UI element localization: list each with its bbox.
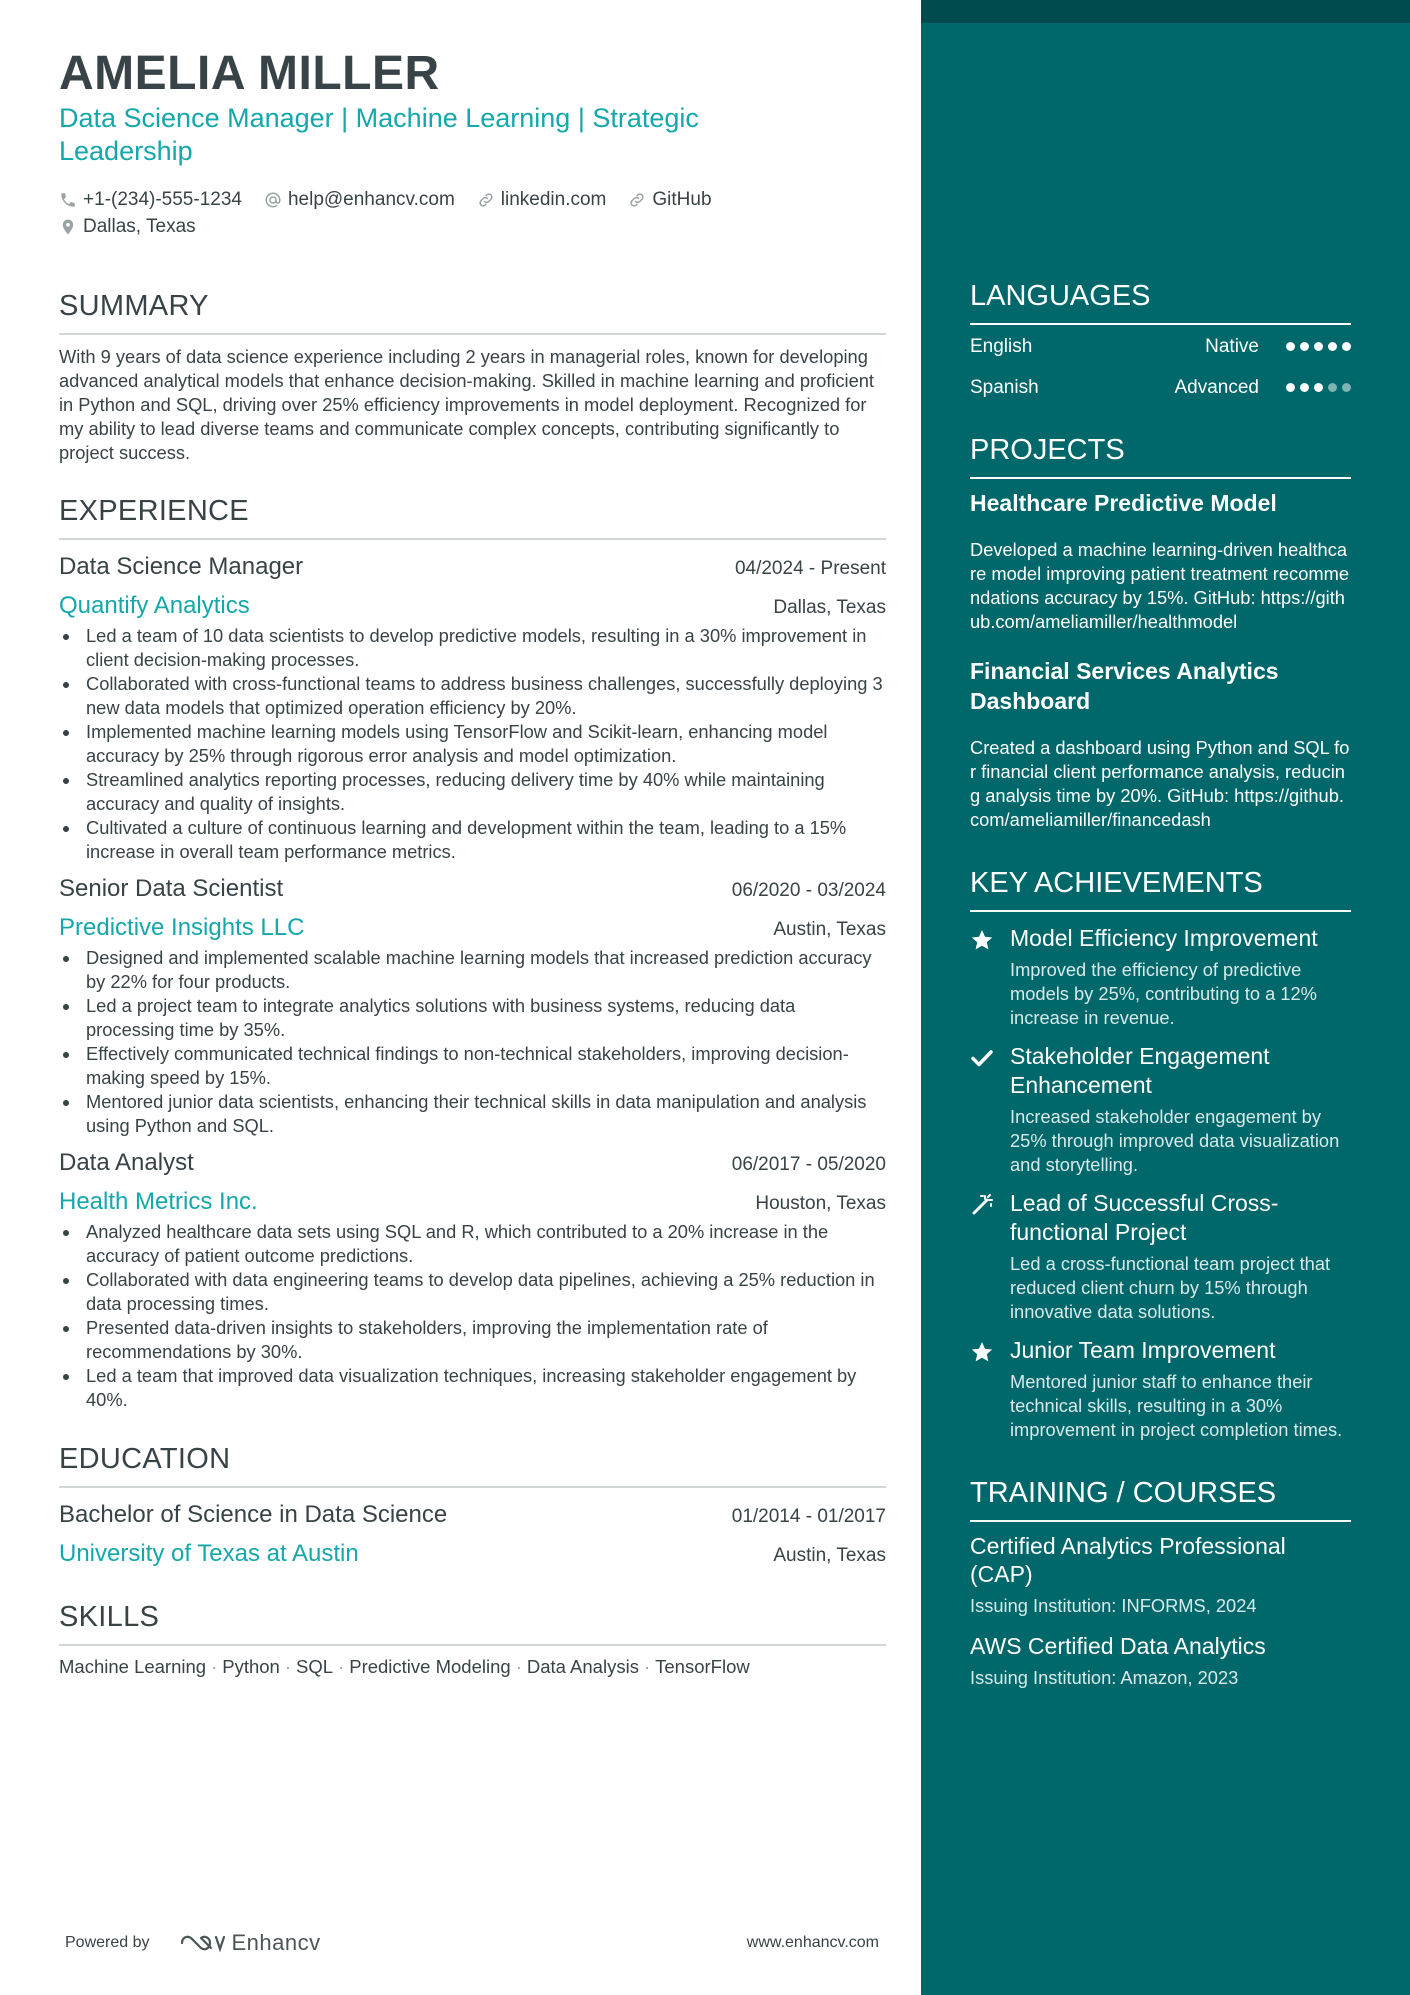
course-institution: Issuing Institution: INFORMS, 2024 bbox=[970, 1595, 1257, 1616]
achievement-item bbox=[970, 1042, 1351, 1177]
job-title: Data Science Manager bbox=[59, 553, 304, 580]
link-icon bbox=[477, 191, 495, 209]
achievement-title: Stakeholder Engagement Enhancement bbox=[1010, 1043, 1270, 1098]
achievement-title: Lead of Successful Cross-functional Project bbox=[1010, 1190, 1279, 1245]
skill-item: Python bbox=[222, 1656, 280, 1677]
rating-dot bbox=[1314, 383, 1323, 392]
linkedin-contact[interactable] bbox=[477, 189, 607, 211]
rating-dot bbox=[1328, 342, 1337, 351]
section-title-projects: PROJECTS bbox=[970, 433, 1351, 479]
footer-url[interactable]: www.enhancv.com bbox=[746, 1934, 879, 1951]
summary-text: With 9 years of data science experience including 2 years in managerial roles, known for developing advanced analytical models that enhance decision-making. Skilled in machine learning and proficient in Python and SQL, driving over 25% efficiency improvements in model deployment. Recognized for my ability to lead diverse teams and communicate complex concepts, contributing significantly to project success. bbox=[59, 346, 875, 463]
bullet-item: Collaborated with data engineering teams to develop data pipelines, achieving a 25% reduction in data processing times. bbox=[59, 1268, 886, 1316]
bullet-item: Presented data-driven insights to stakeholders, improving the implementation rate of recommendations by 30%. bbox=[59, 1316, 886, 1364]
brand-name: Enhancv bbox=[231, 1930, 321, 1955]
skills-list: Machine Learning · Python · SQL · Predictive Modeling · Data Analysis · TensorFlow bbox=[59, 1656, 750, 1677]
course-title: Certified Analytics Professional (CAP) bbox=[970, 1533, 1286, 1587]
section-title-summary: SUMMARY bbox=[59, 289, 886, 335]
project-item bbox=[970, 656, 1351, 832]
course-item bbox=[970, 1632, 1351, 1690]
achievement-text: Improved the efficiency of predictive models by 25%, contributing to a 12% increase in revenue. bbox=[1010, 959, 1317, 1028]
sidebar bbox=[921, 0, 1410, 1995]
rating-dot bbox=[1342, 342, 1351, 351]
star-icon bbox=[970, 1340, 994, 1364]
achievement-item bbox=[970, 1189, 1351, 1324]
languages-section bbox=[970, 279, 1351, 408]
education-section bbox=[59, 1442, 886, 1569]
project-item bbox=[970, 488, 1351, 634]
job-entry bbox=[59, 874, 886, 1138]
job-location: Dallas, Texas bbox=[773, 597, 886, 618]
magic-wand-icon bbox=[970, 1193, 994, 1217]
rating-dot bbox=[1314, 342, 1323, 351]
job-entry bbox=[59, 1148, 886, 1412]
bullet-item: Led a team that improved data visualization techniques, increasing stakeholder engagement by 40%. bbox=[59, 1364, 886, 1412]
achievement-text: Mentored junior staff to enhance their technical skills, resulting in a 30% improvement in project completion times. bbox=[1010, 1371, 1343, 1440]
education-dates: 01/2014 - 01/2017 bbox=[731, 1506, 886, 1527]
training-section bbox=[970, 1476, 1351, 1690]
job-entry bbox=[59, 552, 886, 864]
language-name: Spanish bbox=[970, 376, 1039, 398]
star-icon bbox=[970, 928, 994, 952]
skill-item: Data Analysis bbox=[526, 1656, 639, 1677]
location-contact bbox=[59, 216, 196, 238]
project-title: Healthcare Predictive Model bbox=[970, 490, 1277, 516]
contact-info bbox=[59, 186, 886, 240]
job-dates: 06/2017 - 05/2020 bbox=[731, 1154, 886, 1175]
language-level: Advanced bbox=[1174, 376, 1259, 398]
job-bullets bbox=[59, 946, 886, 1138]
job-company: Health Metrics Inc. bbox=[59, 1188, 258, 1215]
headline: Data Science Manager | Machine Learning | Strategic Leadership bbox=[59, 103, 699, 166]
job-dates: 06/2020 - 03/2024 bbox=[731, 880, 886, 901]
section-title-experience: EXPERIENCE bbox=[59, 494, 886, 540]
rating-dot bbox=[1286, 383, 1295, 392]
achievement-title: Model Efficiency Improvement bbox=[1010, 925, 1318, 951]
link-icon bbox=[628, 191, 646, 209]
section-title-skills: SKILLS bbox=[59, 1600, 886, 1646]
job-dates: 04/2024 - Present bbox=[734, 558, 886, 579]
bullet-item: Cultivated a culture of continuous learning and development within the team, leading to a 15% increase in overall team performance metrics. bbox=[59, 816, 886, 864]
course-institution: Issuing Institution: Amazon, 2023 bbox=[970, 1667, 1239, 1688]
bullet-item: Led a project team to integrate analytics solutions with business systems, reducing data processing time by 35%. bbox=[59, 994, 886, 1042]
school-name: University of Texas at Austin bbox=[59, 1540, 359, 1567]
rating-dot bbox=[1300, 342, 1309, 351]
bullet-item: Led a team of 10 data scientists to develop predictive models, resulting in a 30% improvement in client decision-making processes. bbox=[59, 624, 886, 672]
experience-section bbox=[59, 494, 886, 1412]
phone-icon bbox=[59, 191, 77, 209]
project-title: Financial Services Analytics Dashboard bbox=[970, 658, 1279, 714]
language-item bbox=[970, 367, 1351, 408]
projects-section bbox=[970, 433, 1351, 832]
achievement-item bbox=[970, 1336, 1351, 1442]
language-level: Native bbox=[1205, 335, 1259, 357]
education-location: Austin, Texas bbox=[773, 1545, 886, 1566]
summary-section bbox=[59, 289, 886, 465]
skill-item: Machine Learning bbox=[59, 1656, 207, 1677]
skill-item: TensorFlow bbox=[655, 1656, 750, 1677]
skill-item: SQL bbox=[296, 1656, 334, 1677]
achievement-text: Led a cross-functional team project that reduced client churn by 15% through innovative data solutions. bbox=[1010, 1253, 1331, 1322]
check-icon bbox=[970, 1046, 994, 1070]
job-company: Quantify Analytics bbox=[59, 592, 250, 619]
skills-section bbox=[59, 1600, 886, 1678]
email-contact[interactable] bbox=[264, 189, 455, 211]
achievement-item bbox=[970, 924, 1351, 1030]
powered-by-label: Powered by bbox=[65, 1934, 150, 1951]
job-title: Data Analyst bbox=[59, 1149, 194, 1176]
github-text: GitHub bbox=[652, 188, 712, 210]
project-description: Developed a machine learning-driven healthcare model improving patient treatment recommendations accuracy by 15%. GitHub: https://github.com/ameliamiller/healthmodel bbox=[970, 539, 1349, 632]
language-rating bbox=[1281, 342, 1351, 351]
achievement-title: Junior Team Improvement bbox=[1010, 1337, 1276, 1363]
rating-dot-empty bbox=[1342, 383, 1351, 392]
section-title-languages: LANGUAGES bbox=[970, 279, 1351, 325]
linkedin-text: linkedin.com bbox=[500, 188, 607, 210]
job-location: Austin, Texas bbox=[773, 919, 886, 940]
achievements-section bbox=[970, 866, 1351, 1442]
achievement-text: Increased stakeholder engagement by 25% through improved data visualization and storytelling. bbox=[1010, 1106, 1340, 1175]
degree: Bachelor of Science in Data Science bbox=[59, 1501, 448, 1528]
job-location: Houston, Texas bbox=[755, 1193, 886, 1214]
phone-text: +1-(234)-555-1234 bbox=[83, 188, 242, 210]
language-name: English bbox=[970, 335, 1033, 357]
at-icon bbox=[264, 191, 282, 209]
bullet-item: Implemented machine learning models using TensorFlow and Scikit-learn, enhancing model accuracy by 25% through rigorous error analysis and model optimization. bbox=[59, 720, 886, 768]
section-title-achievements: KEY ACHIEVEMENTS bbox=[970, 866, 1351, 912]
job-bullets bbox=[59, 624, 886, 864]
footer bbox=[65, 1928, 879, 1958]
project-description: Created a dashboard using Python and SQL for financial client performance analysis, reducing analysis time by 20%. GitHub: https://github.com/ameliamiller/financedash bbox=[970, 737, 1350, 830]
phone-contact[interactable] bbox=[59, 189, 242, 211]
job-bullets bbox=[59, 1220, 886, 1412]
rating-dot-empty bbox=[1328, 383, 1337, 392]
course-title: AWS Certified Data Analytics bbox=[970, 1633, 1266, 1659]
bullet-item: Analyzed healthcare data sets using SQL and R, which contributed to a 20% increase in the accuracy of patient outcome predictions. bbox=[59, 1220, 886, 1268]
bullet-item: Effectively communicated technical findings to non-technical stakeholders, improving decision-making speed by 15%. bbox=[59, 1042, 886, 1090]
bullet-item: Designed and implemented scalable machine learning models that increased prediction accuracy by 22% for four products. bbox=[59, 946, 886, 994]
candidate-name: AMELIA MILLER bbox=[59, 47, 440, 100]
skill-item: Predictive Modeling bbox=[349, 1656, 511, 1677]
sidebar-top-bar bbox=[921, 0, 1410, 23]
job-company: Predictive Insights LLC bbox=[59, 914, 305, 941]
bullet-item: Collaborated with cross-functional teams to address business challenges, successfully deploying 3 new data models that optimized operation efficiency by 20%. bbox=[59, 672, 886, 720]
location-pin-icon bbox=[59, 218, 77, 236]
course-item bbox=[970, 1532, 1351, 1618]
rating-dot bbox=[1300, 383, 1309, 392]
bullet-item: Streamlined analytics reporting processes, reducing delivery time by 40% while maintaining accuracy and quality of insights. bbox=[59, 768, 886, 816]
job-title: Senior Data Scientist bbox=[59, 875, 284, 902]
enhancv-logo-icon bbox=[178, 1931, 226, 1955]
section-title-training: TRAINING / COURSES bbox=[970, 1476, 1351, 1522]
section-title-education: EDUCATION bbox=[59, 1442, 886, 1488]
bullet-item: Mentored junior data scientists, enhancing their technical skills in data manipulation and analysis using Python and SQL. bbox=[59, 1090, 886, 1138]
language-rating bbox=[1281, 383, 1351, 392]
location-text: Dallas, Texas bbox=[83, 215, 196, 237]
email-text: help@enhancv.com bbox=[287, 188, 455, 210]
language-item bbox=[970, 326, 1351, 367]
rating-dot bbox=[1286, 342, 1295, 351]
github-contact[interactable] bbox=[628, 189, 711, 211]
enhancv-logo[interactable] bbox=[178, 1930, 321, 1956]
